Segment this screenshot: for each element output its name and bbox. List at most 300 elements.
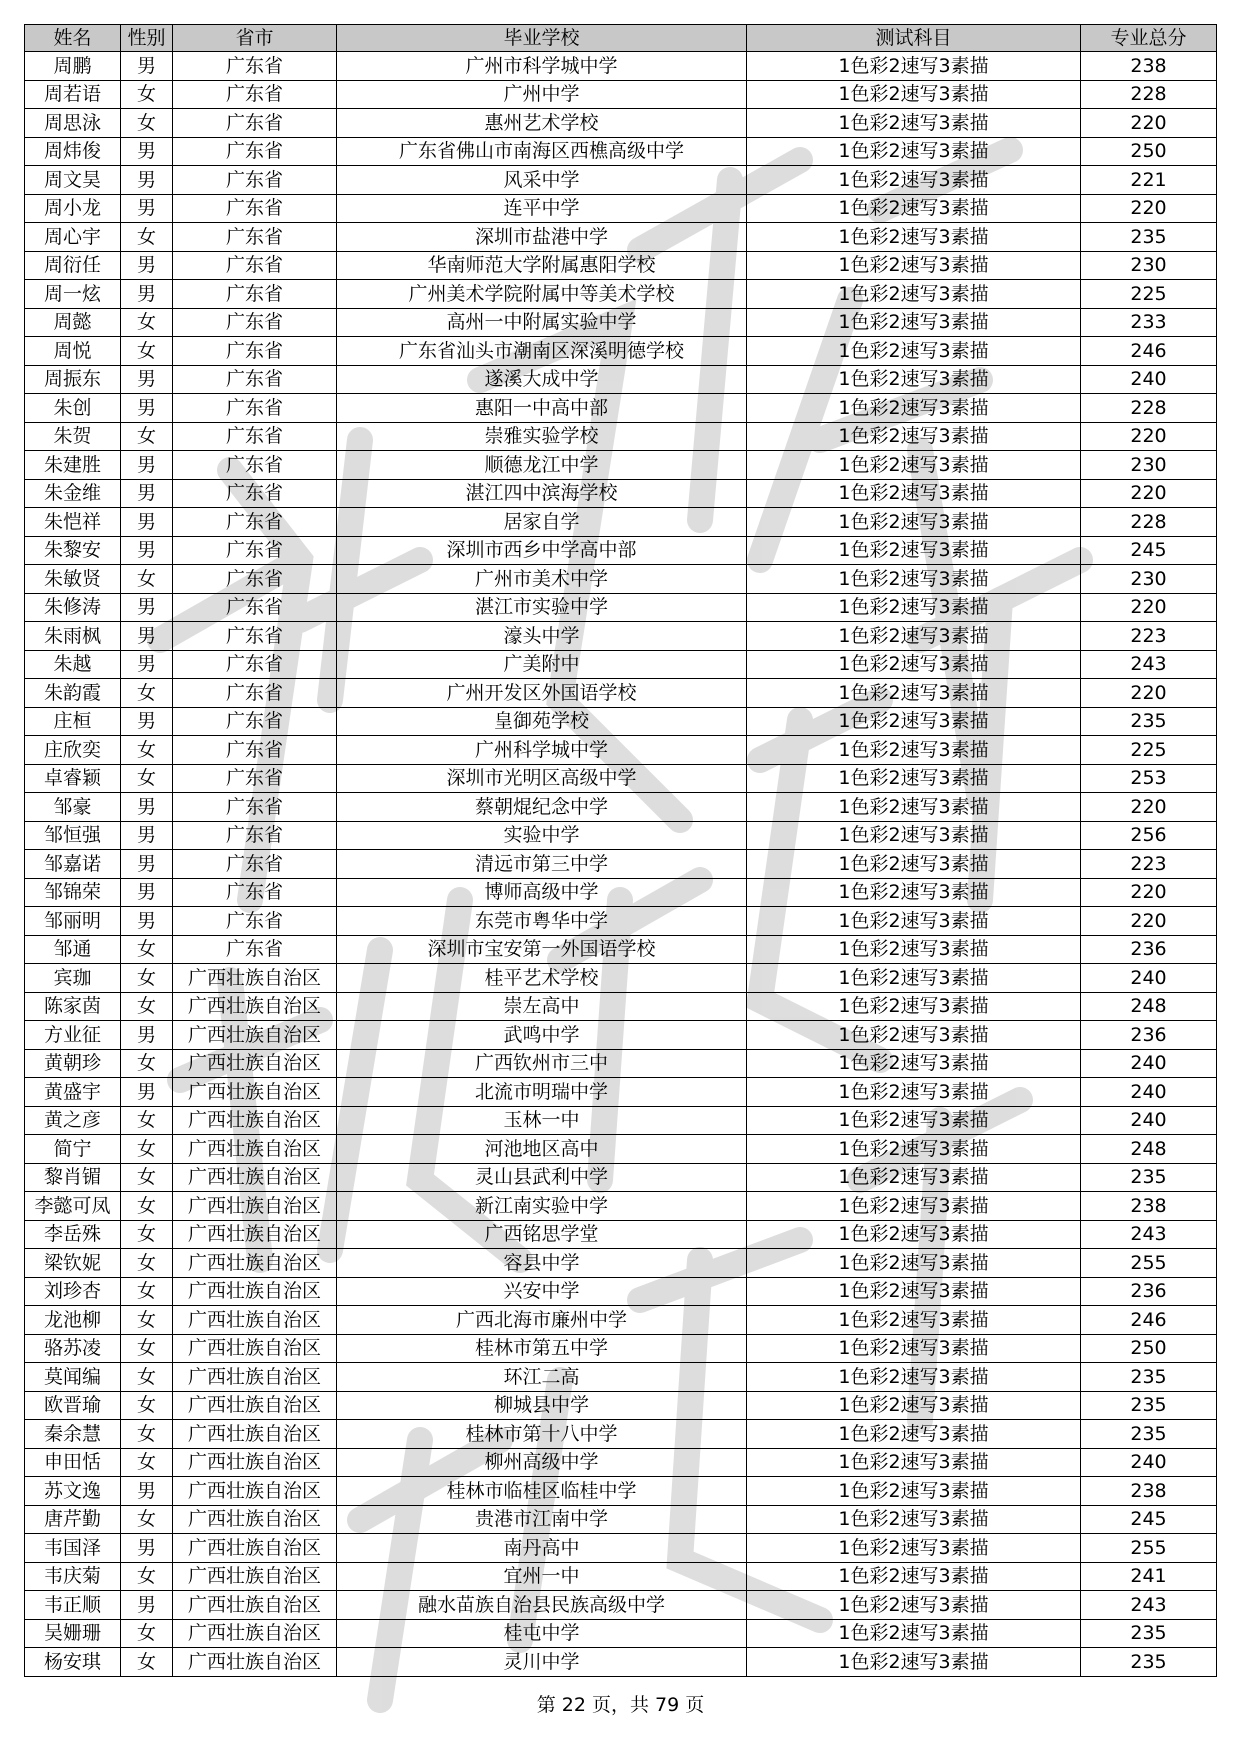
name-cell: 苏文逸 [25,1477,121,1506]
table-row [25,1363,1217,1392]
subjects-cell: 1色彩2速写3素描 [747,679,1081,708]
gender-cell: 男 [121,508,173,537]
province-cell: 广西壮族自治区 [173,1363,337,1392]
school-cell: 高州一中附属实验中学 [337,308,747,337]
gender-cell: 女 [121,308,173,337]
table-row [25,479,1217,508]
score-cell: 220 [1081,593,1217,622]
school-cell: 连平中学 [337,194,747,223]
subjects-cell: 1色彩2速写3素描 [747,593,1081,622]
score-cell: 236 [1081,1021,1217,1050]
name-cell: 杨安琪 [25,1648,121,1677]
header-province: 省市 [173,25,337,52]
province-cell: 广西壮族自治区 [173,1277,337,1306]
subjects-cell: 1色彩2速写3素描 [747,251,1081,280]
school-cell: 清远市第三中学 [337,850,747,879]
province-cell: 广东省 [173,935,337,964]
school-cell: 河池地区高中 [337,1135,747,1164]
province-cell: 广东省 [173,337,337,366]
gender-cell: 女 [121,1619,173,1648]
score-cell: 235 [1081,707,1217,736]
subjects-cell: 1色彩2速写3素描 [747,736,1081,765]
subjects-cell: 1色彩2速写3素描 [747,1135,1081,1164]
score-cell: 220 [1081,907,1217,936]
subjects-cell: 1色彩2速写3素描 [747,707,1081,736]
score-cell: 220 [1081,194,1217,223]
table-row [25,1534,1217,1563]
table-row [25,223,1217,252]
table-row [25,137,1217,166]
school-cell: 灵山县武利中学 [337,1163,747,1192]
gender-cell: 男 [121,479,173,508]
name-cell: 周振东 [25,365,121,394]
subjects-cell: 1色彩2速写3素描 [747,1192,1081,1221]
name-cell: 黄朝珍 [25,1049,121,1078]
gender-cell: 男 [121,194,173,223]
name-cell: 韦庆菊 [25,1562,121,1591]
name-cell: 韦国泽 [25,1534,121,1563]
province-cell: 广西壮族自治区 [173,1078,337,1107]
school-cell: 实验中学 [337,821,747,850]
subjects-cell: 1色彩2速写3素描 [747,1249,1081,1278]
subjects-cell: 1色彩2速写3素描 [747,166,1081,195]
gender-cell: 男 [121,166,173,195]
name-cell: 周炜俊 [25,137,121,166]
school-cell: 惠阳一中高中部 [337,394,747,423]
subjects-cell: 1色彩2速写3素描 [747,1334,1081,1363]
table-row [25,422,1217,451]
name-cell: 李懿可凤 [25,1192,121,1221]
school-cell: 深圳市宝安第一外国语学校 [337,935,747,964]
gender-cell: 女 [121,764,173,793]
province-cell: 广东省 [173,793,337,822]
name-cell: 韦正顺 [25,1591,121,1620]
gender-cell: 女 [121,992,173,1021]
school-cell: 灵川中学 [337,1648,747,1677]
table-row [25,1192,1217,1221]
score-cell: 220 [1081,793,1217,822]
score-cell: 225 [1081,736,1217,765]
subjects-cell: 1色彩2速写3素描 [747,565,1081,594]
name-cell: 周悦 [25,337,121,366]
header-name: 姓名 [25,25,121,52]
gender-cell: 女 [121,565,173,594]
table-row [25,52,1217,81]
subjects-cell: 1色彩2速写3素描 [747,1391,1081,1420]
score-table [24,24,1217,1677]
table-row [25,992,1217,1021]
subjects-cell: 1色彩2速写3素描 [747,394,1081,423]
subjects-cell: 1色彩2速写3素描 [747,508,1081,537]
school-cell: 东莞市粤华中学 [337,907,747,936]
subjects-cell: 1色彩2速写3素描 [747,1106,1081,1135]
score-cell: 236 [1081,1277,1217,1306]
name-cell: 唐芹勤 [25,1505,121,1534]
gender-cell: 男 [121,451,173,480]
gender-cell: 男 [121,52,173,81]
name-cell: 申田恬 [25,1448,121,1477]
gender-cell: 女 [121,109,173,138]
gender-cell: 女 [121,1106,173,1135]
name-cell: 邹通 [25,935,121,964]
table-row [25,1420,1217,1449]
school-cell: 南丹高中 [337,1534,747,1563]
province-cell: 广西壮族自治区 [173,964,337,993]
province-cell: 广西壮族自治区 [173,1391,337,1420]
score-cell: 253 [1081,764,1217,793]
score-cell: 243 [1081,1591,1217,1620]
school-cell: 居家自学 [337,508,747,537]
score-cell: 248 [1081,1135,1217,1164]
province-cell: 广东省 [173,508,337,537]
school-cell: 广州开发区外国语学校 [337,679,747,708]
name-cell: 方业征 [25,1021,121,1050]
subjects-cell: 1色彩2速写3素描 [747,1477,1081,1506]
subjects-cell: 1色彩2速写3素描 [747,878,1081,907]
province-cell: 广东省 [173,821,337,850]
school-cell: 广西北海市廉州中学 [337,1306,747,1335]
score-cell: 230 [1081,451,1217,480]
subjects-cell: 1色彩2速写3素描 [747,1049,1081,1078]
province-cell: 广东省 [173,109,337,138]
table-row [25,964,1217,993]
name-cell: 邹恒强 [25,821,121,850]
table-row [25,707,1217,736]
school-cell: 兴安中学 [337,1277,747,1306]
school-cell: 广州市美术中学 [337,565,747,594]
province-cell: 广西壮族自治区 [173,1562,337,1591]
subjects-cell: 1色彩2速写3素描 [747,1078,1081,1107]
gender-cell: 男 [121,137,173,166]
score-cell: 223 [1081,622,1217,651]
gender-cell: 男 [121,280,173,309]
score-cell: 238 [1081,1192,1217,1221]
gender-cell: 男 [121,1477,173,1506]
province-cell: 广西壮族自治区 [173,1420,337,1449]
gender-cell: 男 [121,1078,173,1107]
score-cell: 223 [1081,850,1217,879]
gender-cell: 男 [121,1591,173,1620]
name-cell: 朱创 [25,394,121,423]
gender-cell: 女 [121,1448,173,1477]
school-cell: 桂林市第十八中学 [337,1420,747,1449]
subjects-cell: 1色彩2速写3素描 [747,1163,1081,1192]
name-cell: 周思泳 [25,109,121,138]
province-cell: 广西壮族自治区 [173,1306,337,1335]
province-cell: 广西壮族自治区 [173,992,337,1021]
subjects-cell: 1色彩2速写3素描 [747,137,1081,166]
gender-cell: 女 [121,736,173,765]
province-cell: 广西壮族自治区 [173,1477,337,1506]
gender-cell: 男 [121,536,173,565]
table-row [25,166,1217,195]
name-cell: 梁钦妮 [25,1249,121,1278]
score-cell: 220 [1081,878,1217,907]
province-cell: 广东省 [173,137,337,166]
school-cell: 湛江四中滨海学校 [337,479,747,508]
school-cell: 广州市科学城中学 [337,52,747,81]
province-cell: 广西壮族自治区 [173,1106,337,1135]
school-cell: 贵港市江南中学 [337,1505,747,1534]
table-row [25,280,1217,309]
school-cell: 崇雅实验学校 [337,422,747,451]
header-subjects: 测试科目 [747,25,1081,52]
subjects-cell: 1色彩2速写3素描 [747,935,1081,964]
school-cell: 桂屯中学 [337,1619,747,1648]
province-cell: 广东省 [173,80,337,109]
gender-cell: 女 [121,1163,173,1192]
name-cell: 邹锦荣 [25,878,121,907]
subjects-cell: 1色彩2速写3素描 [747,850,1081,879]
name-cell: 欧晋瑜 [25,1391,121,1420]
subjects-cell: 1色彩2速写3素描 [747,964,1081,993]
school-cell: 崇左高中 [337,992,747,1021]
subjects-cell: 1色彩2速写3素描 [747,907,1081,936]
gender-cell: 女 [121,1648,173,1677]
province-cell: 广东省 [173,194,337,223]
score-cell: 233 [1081,308,1217,337]
school-cell: 华南师范大学附属惠阳学校 [337,251,747,280]
header-total-score: 专业总分 [1081,25,1217,52]
score-cell: 228 [1081,394,1217,423]
school-cell: 融水苗族自治县民族高级中学 [337,1591,747,1620]
subjects-cell: 1色彩2速写3素描 [747,109,1081,138]
table-row [25,935,1217,964]
name-cell: 朱黎安 [25,536,121,565]
subjects-cell: 1色彩2速写3素描 [747,536,1081,565]
province-cell: 广西壮族自治区 [173,1334,337,1363]
name-cell: 陈家茵 [25,992,121,1021]
header-gender: 性别 [121,25,173,52]
table-row [25,80,1217,109]
score-cell: 235 [1081,1391,1217,1420]
school-cell: 风采中学 [337,166,747,195]
gender-cell: 女 [121,1420,173,1449]
score-cell: 220 [1081,679,1217,708]
subjects-cell: 1色彩2速写3素描 [747,422,1081,451]
school-cell: 皇御苑学校 [337,707,747,736]
name-cell: 龙池柳 [25,1306,121,1335]
subjects-cell: 1色彩2速写3素描 [747,365,1081,394]
school-cell: 广西钦州市三中 [337,1049,747,1078]
score-cell: 243 [1081,1220,1217,1249]
table-row [25,365,1217,394]
school-cell: 柳城县中学 [337,1391,747,1420]
table-row [25,1021,1217,1050]
table-row [25,251,1217,280]
name-cell: 卓睿颖 [25,764,121,793]
table-row [25,109,1217,138]
school-cell: 惠州艺术学校 [337,109,747,138]
score-cell: 228 [1081,80,1217,109]
subjects-cell: 1色彩2速写3素描 [747,1619,1081,1648]
province-cell: 广东省 [173,394,337,423]
table-row [25,1334,1217,1363]
table-row [25,1306,1217,1335]
subjects-cell: 1色彩2速写3素描 [747,1021,1081,1050]
subjects-cell: 1色彩2速写3素描 [747,308,1081,337]
gender-cell: 女 [121,1334,173,1363]
gender-cell: 男 [121,365,173,394]
gender-cell: 女 [121,1363,173,1392]
province-cell: 广西壮族自治区 [173,1505,337,1534]
score-cell: 235 [1081,1363,1217,1392]
province-cell: 广西壮族自治区 [173,1534,337,1563]
name-cell: 周若语 [25,80,121,109]
table-row [25,1477,1217,1506]
school-cell: 玉林一中 [337,1106,747,1135]
province-cell: 广东省 [173,764,337,793]
table-row [25,850,1217,879]
province-cell: 广东省 [173,907,337,936]
province-cell: 广东省 [173,850,337,879]
school-cell: 博师高级中学 [337,878,747,907]
school-cell: 深圳市光明区高级中学 [337,764,747,793]
gender-cell: 女 [121,1220,173,1249]
school-cell: 环江二高 [337,1363,747,1392]
subjects-cell: 1色彩2速写3素描 [747,52,1081,81]
table-row [25,508,1217,537]
table-row [25,308,1217,337]
name-cell: 李岳殊 [25,1220,121,1249]
score-cell: 236 [1081,935,1217,964]
gender-cell: 女 [121,1192,173,1221]
name-cell: 刘珍杏 [25,1277,121,1306]
gender-cell: 男 [121,650,173,679]
subjects-cell: 1色彩2速写3素描 [747,1306,1081,1335]
province-cell: 广东省 [173,280,337,309]
province-cell: 广东省 [173,736,337,765]
subjects-cell: 1色彩2速写3素描 [747,650,1081,679]
province-cell: 广西壮族自治区 [173,1619,337,1648]
subjects-cell: 1色彩2速写3素描 [747,992,1081,1021]
table-body [25,52,1217,1677]
name-cell: 简宁 [25,1135,121,1164]
subjects-cell: 1色彩2速写3素描 [747,1420,1081,1449]
province-cell: 广东省 [173,251,337,280]
name-cell: 邹丽明 [25,907,121,936]
gender-cell: 女 [121,80,173,109]
subjects-cell: 1色彩2速写3素描 [747,223,1081,252]
subjects-cell: 1色彩2速写3素描 [747,451,1081,480]
province-cell: 广西壮族自治区 [173,1648,337,1677]
gender-cell: 男 [121,850,173,879]
subjects-cell: 1色彩2速写3素描 [747,1591,1081,1620]
name-cell: 周心宇 [25,223,121,252]
subjects-cell: 1色彩2速写3素描 [747,793,1081,822]
province-cell: 广西壮族自治区 [173,1249,337,1278]
score-cell: 256 [1081,821,1217,850]
name-cell: 周小龙 [25,194,121,223]
subjects-cell: 1色彩2速写3素描 [747,280,1081,309]
school-cell: 北流市明瑞中学 [337,1078,747,1107]
school-cell: 广东省汕头市潮南区深溪明德学校 [337,337,747,366]
table-row [25,1163,1217,1192]
school-cell: 桂平艺术学校 [337,964,747,993]
gender-cell: 男 [121,251,173,280]
score-cell: 235 [1081,1619,1217,1648]
name-cell: 朱韵霞 [25,679,121,708]
gender-cell: 女 [121,223,173,252]
gender-cell: 男 [121,821,173,850]
gender-cell: 女 [121,422,173,451]
score-cell: 255 [1081,1249,1217,1278]
province-cell: 广东省 [173,565,337,594]
gender-cell: 男 [121,1021,173,1050]
table-row [25,679,1217,708]
subjects-cell: 1色彩2速写3素描 [747,1648,1081,1677]
table-row [25,536,1217,565]
table-row [25,1135,1217,1164]
province-cell: 广东省 [173,223,337,252]
score-cell: 240 [1081,1049,1217,1078]
score-cell: 241 [1081,1562,1217,1591]
gender-cell: 女 [121,1135,173,1164]
score-cell: 255 [1081,1534,1217,1563]
province-cell: 广东省 [173,650,337,679]
score-cell: 235 [1081,223,1217,252]
name-cell: 朱恺祥 [25,508,121,537]
subjects-cell: 1色彩2速写3素描 [747,764,1081,793]
school-cell: 容县中学 [337,1249,747,1278]
name-cell: 朱修涛 [25,593,121,622]
school-cell: 深圳市西乡中学高中部 [337,536,747,565]
table-row [25,736,1217,765]
score-cell: 240 [1081,1078,1217,1107]
school-cell: 武鸣中学 [337,1021,747,1050]
gender-cell: 男 [121,878,173,907]
school-cell: 深圳市盐港中学 [337,223,747,252]
subjects-cell: 1色彩2速写3素描 [747,337,1081,366]
score-cell: 250 [1081,1334,1217,1363]
name-cell: 周文昊 [25,166,121,195]
table-row [25,337,1217,366]
name-cell: 朱越 [25,650,121,679]
name-cell: 吴姗珊 [25,1619,121,1648]
school-cell: 顺德龙江中学 [337,451,747,480]
name-cell: 黄盛宇 [25,1078,121,1107]
gender-cell: 男 [121,394,173,423]
gender-cell: 女 [121,1306,173,1335]
name-cell: 朱雨枫 [25,622,121,651]
gender-cell: 女 [121,679,173,708]
province-cell: 广东省 [173,707,337,736]
score-cell: 235 [1081,1420,1217,1449]
score-cell: 240 [1081,1448,1217,1477]
province-cell: 广西壮族自治区 [173,1163,337,1192]
table-row [25,1562,1217,1591]
name-cell: 庄欣奕 [25,736,121,765]
gender-cell: 女 [121,1391,173,1420]
score-cell: 220 [1081,422,1217,451]
gender-cell: 女 [121,1505,173,1534]
name-cell: 宾珈 [25,964,121,993]
header-school: 毕业学校 [337,25,747,52]
score-cell: 246 [1081,1306,1217,1335]
table-row [25,1078,1217,1107]
gender-cell: 女 [121,1049,173,1078]
province-cell: 广东省 [173,479,337,508]
school-cell: 广东省佛山市南海区西樵高级中学 [337,137,747,166]
score-cell: 228 [1081,508,1217,537]
province-cell: 广东省 [173,365,337,394]
subjects-cell: 1色彩2速写3素描 [747,1534,1081,1563]
subjects-cell: 1色彩2速写3素描 [747,1505,1081,1534]
school-cell: 柳州高级中学 [337,1448,747,1477]
table-row [25,1220,1217,1249]
subjects-cell: 1色彩2速写3素描 [747,1448,1081,1477]
score-cell: 245 [1081,1505,1217,1534]
